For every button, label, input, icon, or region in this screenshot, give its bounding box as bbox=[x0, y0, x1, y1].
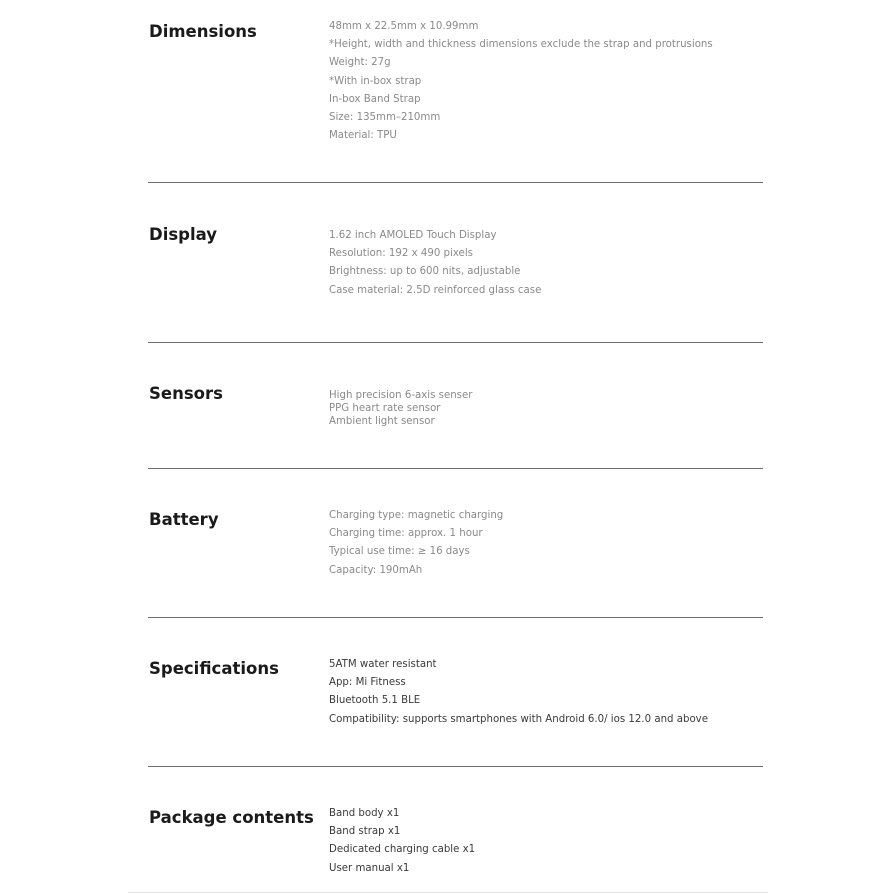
section-details-display bbox=[329, 227, 541, 300]
detail-line: Ambient light sensor bbox=[329, 416, 435, 427]
section-details-dimensions bbox=[329, 18, 713, 145]
detail-line: Size: 135mm–210mm bbox=[329, 111, 441, 123]
detail-line: Material: TPU bbox=[329, 130, 397, 142]
detail-line: App: Mi Fitness bbox=[329, 677, 406, 689]
detail-line: Band body x1 bbox=[329, 808, 400, 819]
detail-line: 1.62 inch AMOLED Touch Display bbox=[329, 230, 497, 241]
section-details-battery bbox=[329, 507, 503, 580]
detail-line: High precision 6-axis senser bbox=[329, 390, 473, 401]
detail-line: 48mm x 22.5mm x 10.99mm bbox=[329, 21, 479, 32]
detail-line: Brightness: up to 600 nits, adjustable bbox=[329, 266, 521, 278]
detail-line: Charging type: magnetic charging bbox=[329, 510, 504, 521]
section-title-battery: Battery bbox=[149, 510, 219, 529]
section-details-package-contents bbox=[329, 805, 475, 878]
detail-line: Resolution: 192 x 490 pixels bbox=[329, 248, 473, 260]
section-divider bbox=[148, 766, 763, 767]
section-title-sensors: Sensors bbox=[149, 384, 223, 403]
section-title-package-contents: Package contents bbox=[149, 808, 314, 827]
section-divider bbox=[148, 468, 763, 469]
section-details-sensors bbox=[329, 389, 472, 428]
detail-line: PPG heart rate sensor bbox=[329, 403, 441, 414]
detail-line: Bluetooth 5.1 BLE bbox=[329, 695, 421, 707]
page-bottom-edge bbox=[128, 892, 768, 893]
section-title-dimensions: Dimensions bbox=[149, 22, 257, 41]
section-divider bbox=[148, 182, 763, 183]
detail-line: Dedicated charging cable x1 bbox=[329, 844, 476, 856]
detail-line: Capacity: 190mAh bbox=[329, 564, 423, 576]
section-divider bbox=[148, 617, 763, 618]
detail-line: Charging time: approx. 1 hour bbox=[329, 528, 483, 540]
detail-line: Typical use time: ≥ 16 days bbox=[329, 546, 470, 558]
detail-line: Weight: 27g bbox=[329, 57, 391, 69]
section-title-specifications: Specifications bbox=[149, 659, 279, 678]
section-title-display: Display bbox=[149, 225, 218, 244]
detail-line: User manual x1 bbox=[329, 862, 410, 874]
detail-line: *With in-box strap bbox=[329, 75, 422, 87]
section-details-specifications bbox=[329, 656, 708, 729]
detail-line: Band strap x1 bbox=[329, 826, 401, 838]
section-divider bbox=[148, 342, 763, 343]
detail-line: Compatibility: supports smartphones with Android 6.0/ ios 12.0 and above bbox=[329, 713, 708, 725]
detail-line: Case material: 2.5D reinforced glass case bbox=[329, 284, 542, 296]
detail-line: *Height, width and thickness dimensions exclude the strap and protrusions bbox=[329, 39, 713, 51]
detail-line: 5ATM water resistant bbox=[329, 659, 437, 670]
detail-line: In-box Band Strap bbox=[329, 93, 421, 105]
